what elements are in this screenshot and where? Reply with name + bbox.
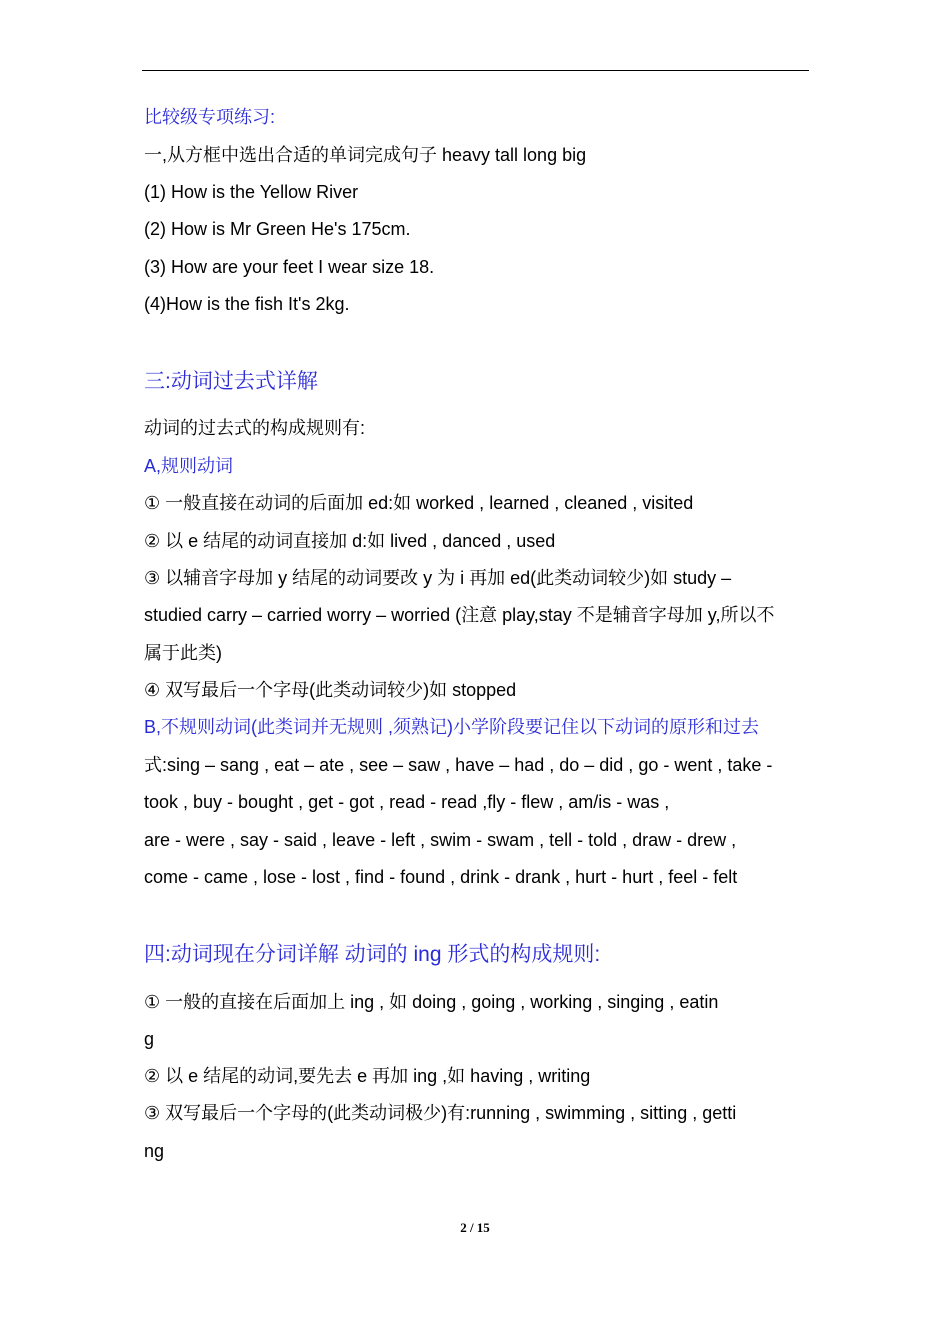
section4-heading: 四:动词现在分词详解 动词的 ing 形式的构成规则: [144,943,601,966]
past-rule-2: ② 以 e 结尾的动词直接加 d:如 lived , danced , used [144,531,556,551]
section3-heading: 三:动词过去式详解 [144,370,318,393]
question-4: (4)How is the fish It's 2kg. [144,294,350,314]
ing-rule-1-line-1: ① 一般的直接在后面加上 ing , 如 doing , going , working , singing , eatin [144,992,719,1012]
regular-verbs-title: A,规则动词 [144,456,234,476]
ing-rule-3-line-2: ng [144,1141,165,1161]
irregular-verbs-title: B,不规则动词(此类词并无规则 ,须熟记)小学阶段要记住以下动词的原形和过去 [144,717,759,737]
header-rule [142,70,809,71]
past-rule-4: ④ 双写最后一个字母(此类动词较少)如 stopped [144,680,517,700]
page-number: 2 / 15 [460,1220,490,1235]
past-rule-1: ① 一般直接在动词的后面加 ed:如 worked , learned , cleaned , visited [144,493,694,513]
question-3: (3) How are your feet I wear size 18. [144,257,435,277]
irregular-list-line-1: 式:sing – sang , eat – ate , see – saw , have – had , do – did , go - went , take - [144,755,773,775]
exercise-intro: 一,从方框中选出合适的单词完成句子 heavy tall long big [144,145,587,165]
comparative-title: 比较级专项练习: [144,107,276,127]
ing-rule-1-line-2: g [144,1029,155,1049]
question-1: (1) How is the Yellow River [144,182,359,202]
question-2: (2) How is Mr Green He's 175cm. [144,219,411,239]
past-rule-3-line-2: studied carry – carried worry – worried (注意 play,stay 不是辅音字母加 y,所以不 [144,605,775,625]
irregular-list-line-4: come - came , lose - lost , find - found , drink - drank , hurt - hurt , feel - felt [144,867,738,887]
past-rule-3-line-1: ③ 以辅音字母加 y 结尾的动词要改 y 为 i 再加 ed(此类动词较少)如 study – [144,568,732,588]
ing-rule-3-line-1: ③ 双写最后一个字母的(此类动词极少)有:running , swimming , sitting , getti [144,1103,737,1123]
irregular-list-line-2: took , buy - bought , get - got , read - read ,fly - flew , am/is - was , [144,792,670,812]
section3-intro: 动词的过去式的构成规则有: [144,418,365,438]
past-rule-3-line-3: 属于此类) [144,643,222,663]
ing-rule-2: ② 以 e 结尾的动词,要先去 e 再加 ing ,如 having , writing [144,1066,591,1086]
irregular-list-line-3: are - were , say - said , leave - left , swim - swam , tell - told , draw - drew , [144,830,737,850]
